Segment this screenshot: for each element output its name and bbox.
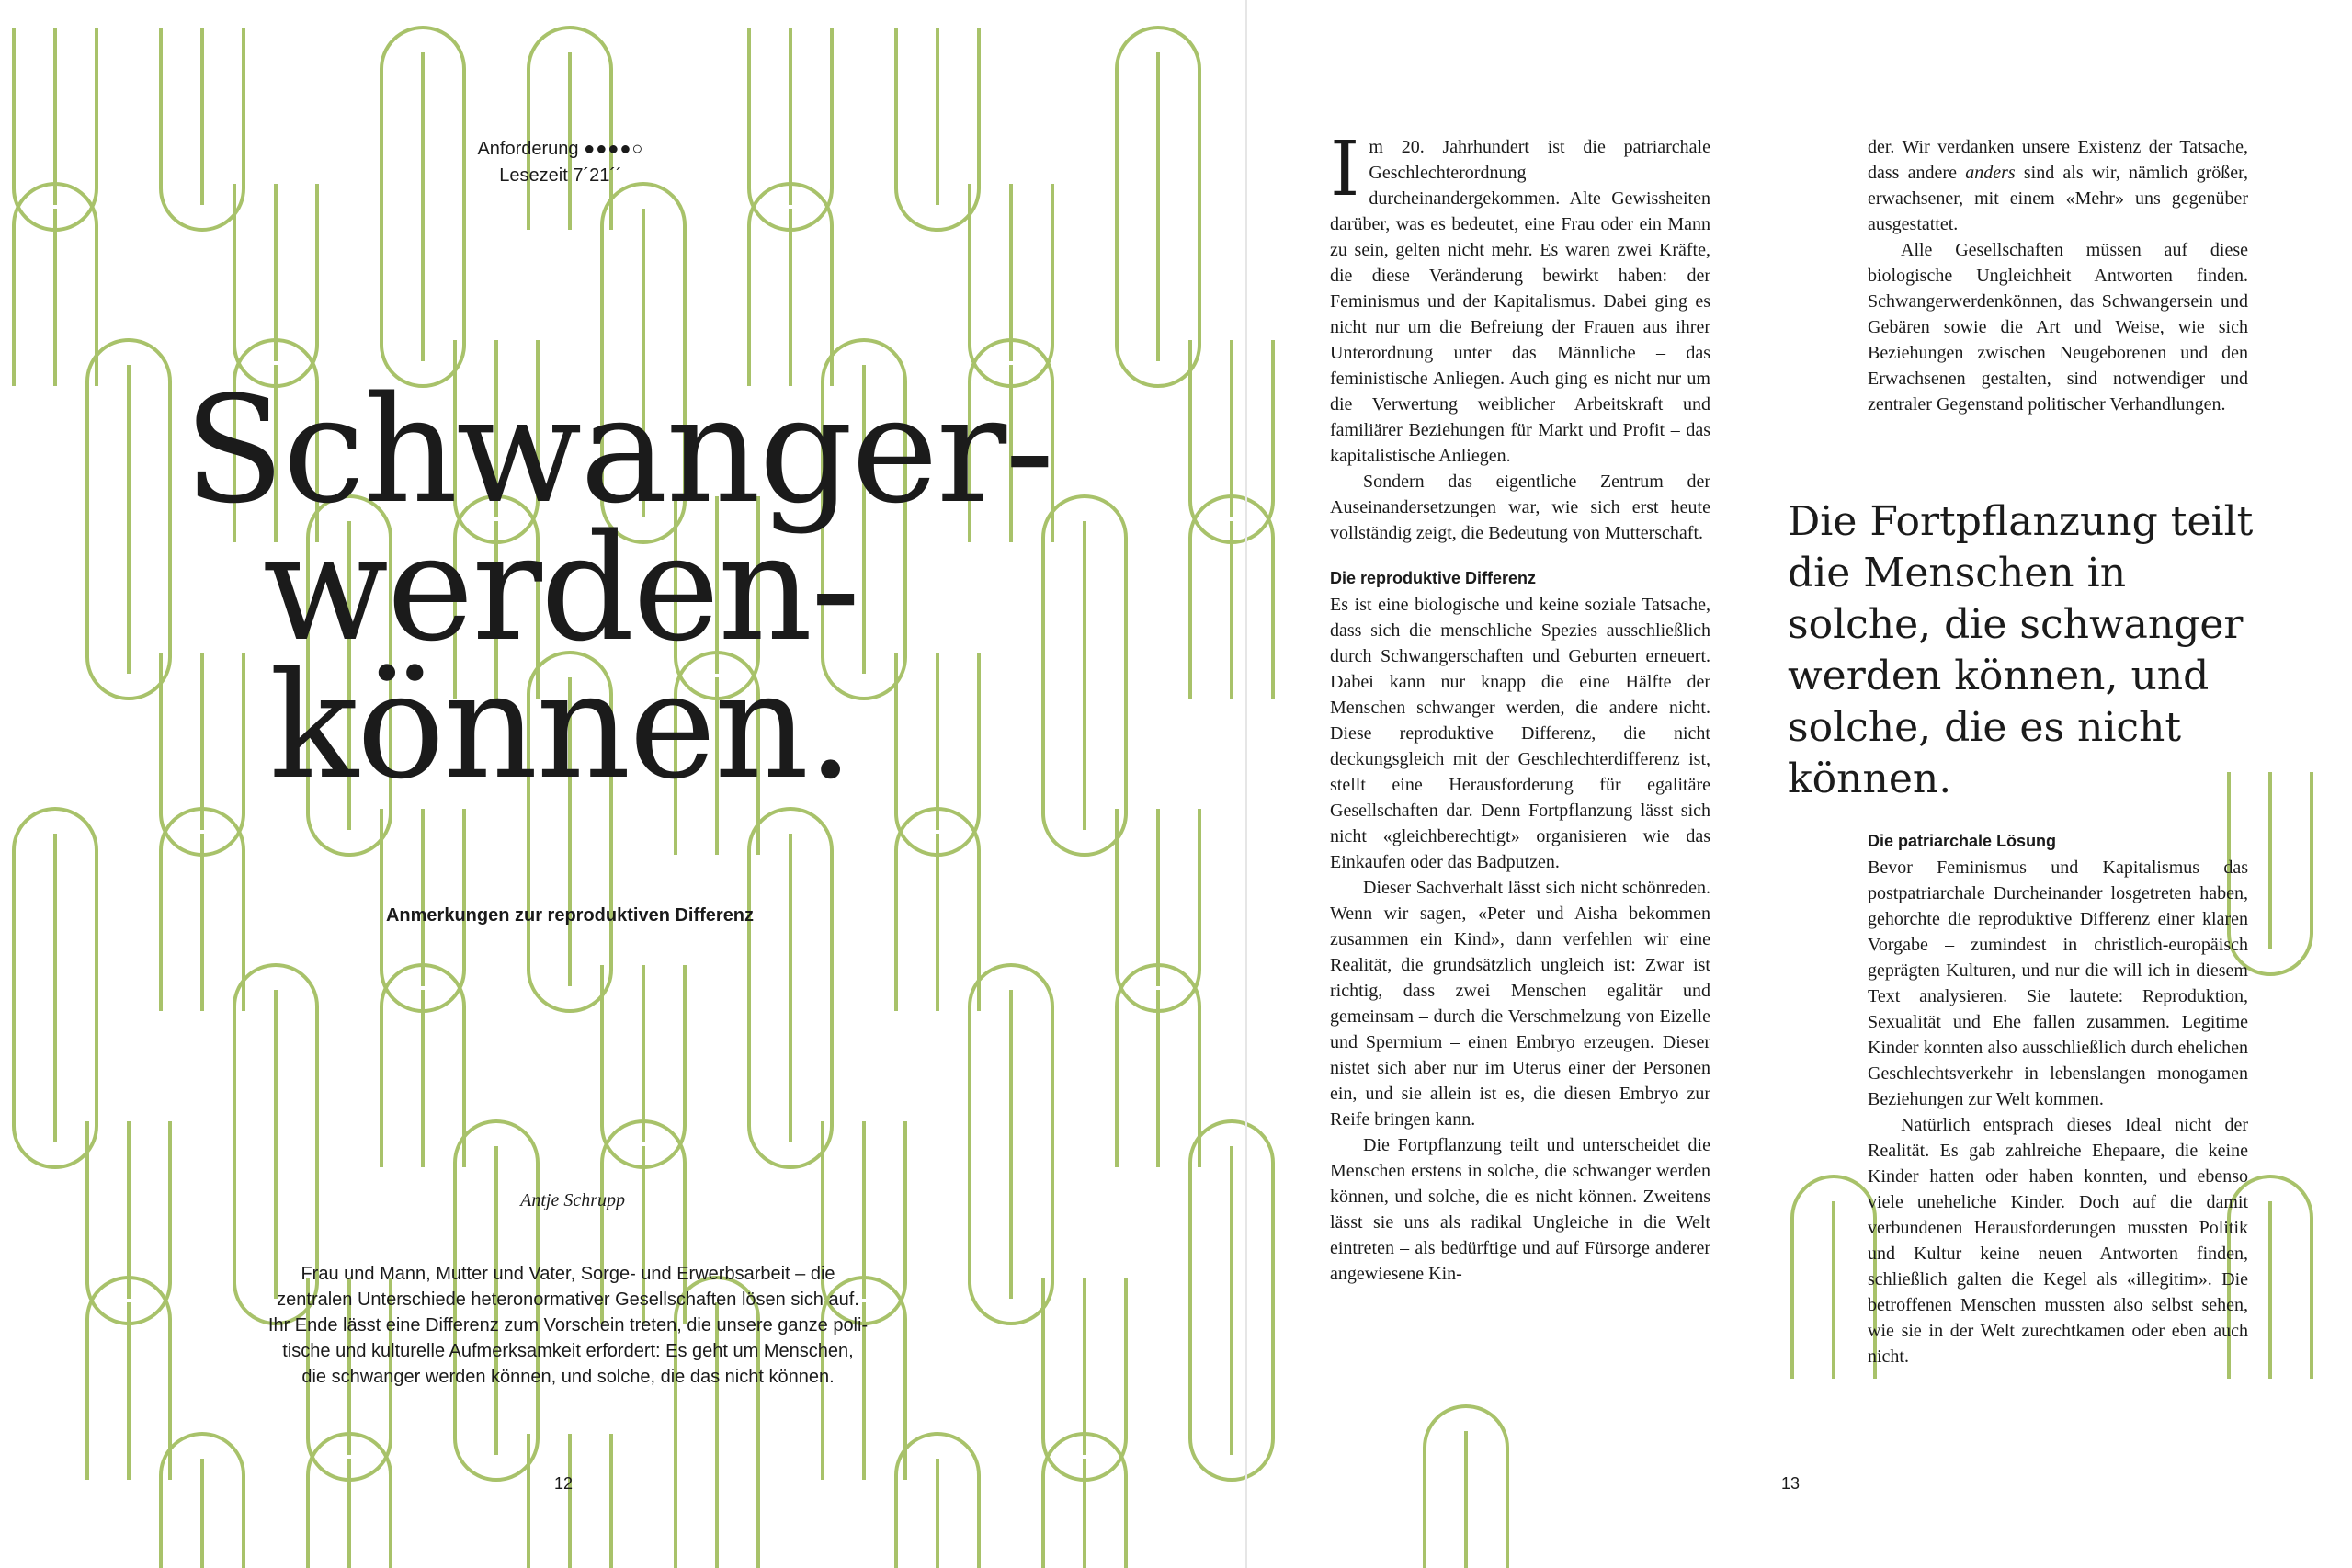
leaf-shape: [308, 1434, 391, 1568]
body-paragraph: Natürlich entsprach dieses Ideal nicht der Realität. Es gab zahlreiche Ehepaare, die keine Kinder hatten oder haben konnten, und ebenso viele uneheliche Kinder. Doch auf die damit verbundenen Herausforderungen mussten Politik und Kultur keine neuen Antworten finden, schließlich galten die Kegel als «illegitim». Die betroffenen Menschen mussten also selbst sehen, wie sie in der Welt zurechtkamen oder eben auch nicht.: [1868, 1115, 2248, 1367]
leaf-shape: [234, 184, 317, 386]
leaf-shape: [528, 1434, 611, 1568]
leaf-shape: [896, 28, 979, 230]
leaf-shape: [87, 1121, 170, 1324]
page-number-right: 13: [1781, 1474, 1801, 1493]
page-gutter: [1245, 0, 1247, 1568]
leaf-shape: [87, 340, 170, 542]
leaf-shape: [896, 1434, 979, 1568]
lead-line: tische und kulturelle Aufmerksamkeit erfordert: Es geht um Menschen,: [282, 1341, 854, 1361]
leaf-shape: [1117, 965, 1199, 1167]
text-column-2-lower: [1868, 829, 2248, 1369]
text-column-1: [1330, 126, 1710, 1287]
requirement-label: Anforderung: [477, 139, 579, 159]
leaf-shape: [602, 184, 685, 386]
leaf-shape: [381, 28, 464, 230]
leaf-shape: [161, 28, 244, 230]
leaf-shape: [970, 1121, 1052, 1324]
body-paragraph: m 20. Jahrhundert ist die patriarchale Geschlechterordnung durcheinandergekommen. Alte Gewissheiten darüber, was es bedeutet, eine Frau oder ein Mann zu sein, gelten nicht mehr. Es waren zwei Kräfte, die diese Veränderung bewirkt haben: der Feminismus und der Kapitalismus. Dabei ging es nicht nur um die Befreiung der Frauen aus ihrer Unterordnung unter das Männliche – das feministische Anliegen. Auch ging es nicht nur um die Verwertung weiblicher Arbeitskraft und familiärer Beziehungen für Markt und Profit – das kapitalistische Anliegen.: [1330, 137, 1710, 466]
text-run: sind als wir, nämlich größer, erwachsener, mit einem «Mehr» uns gegenüber ausgestattet.: [1868, 163, 2248, 234]
text-run: der. Wir verdanken unsere Existenz der Tatsache, dass andere: [1868, 137, 2248, 183]
lead-paragraph: [256, 1261, 881, 1390]
text-column-2: [1868, 134, 2248, 417]
leaf-shape: [970, 184, 1052, 386]
body-paragraph: Sondern das eigentliche Zentrum der Auseinandersetzungen war, wie sich erst heute vollständig zeigt, die Bedeutung von Mutterschaft.: [1330, 472, 1710, 543]
lead-line: Frau und Mann, Mutter und Vater, Sorge- und Erwerbsarbeit – die: [301, 1264, 835, 1284]
body-paragraph: Die Fortpflanzung teilt und unterscheidet die Menschen erstens in solche, die schwanger werden können, und solche, die es nicht können. Zweitens lässt sie uns als radikal Ungleiche in die Welt eintreten – als bedürftige und auf Fürsorge anderer angewiesene Kin-: [1330, 1135, 1710, 1284]
leaf-shape: [1043, 1434, 1126, 1568]
leaf-shape: [161, 809, 244, 1011]
section-heading: Die patriarchale Lösung: [1868, 832, 2057, 850]
leaf-shape: [14, 809, 97, 1011]
leaf-shape: [749, 28, 832, 230]
leaf-shape: [676, 1434, 758, 1568]
reading-meta: [460, 136, 662, 189]
leaf-shape: [970, 965, 1052, 1167]
leaf-shape: [1190, 496, 1273, 699]
difficulty-dots: ●●●●○: [584, 139, 644, 159]
leaf-shape: [234, 965, 317, 1167]
title-line-1: Schwanger-: [184, 364, 1053, 536]
leaf-shape: [1792, 1176, 1875, 1379]
leaf-shape: [1425, 1406, 1507, 1568]
leaf-shape: [14, 28, 97, 230]
title-line-3: können.: [269, 640, 852, 812]
drop-cap: I: [1330, 126, 1360, 213]
body-paragraph: Dieser Sachverhalt lässt sich nicht schönreden. Wenn wir sagen, «Peter und Aisha bekommen zusammen ein Kind», dann verfehlen wir eine Realität, die grundsätzlich ungleich ist: Zwar ist richtig, dass zwei Menschen egalitär und gemeinsam – durch die Verschmelzung von Eizelle und Spermium – einen Embryo erzeugen. Dieser nistet sich aber nur im Uterus einer der Personen ein, und sie allein ist es, die diesen Embryo zur Reife bringen kann.: [1330, 878, 1710, 1130]
page-number-left: 12: [554, 1474, 574, 1493]
leaf-shape: [1117, 809, 1199, 1011]
lead-line: zentralen Unterschiede heteronormativer Gesellschaften lösen sich auf.: [277, 1290, 859, 1310]
leaf-shape: [896, 809, 979, 1011]
leaf-shape: [528, 28, 611, 230]
leaf-shape: [87, 496, 170, 699]
section-heading: Die reproduktive Differenz: [1330, 569, 1537, 587]
article-subtitle: Anmerkungen zur reproduktiven Differenz: [385, 905, 755, 926]
leaf-shape: [1117, 28, 1199, 230]
leaf-shape: [87, 1278, 170, 1480]
body-paragraph: Alle Gesellschaften müssen auf diese biologische Ungleichheit Antworten finden. Schwangerwerdenkönnen, das Schwangersein und Gebären sowie die Art und Weise, wie sich Beziehungen zwischen Neugeborenen und den Erwachsenen gestalten, sind notwendiger und zentraler Gegenstand politischer Verhandlungen.: [1868, 240, 2248, 415]
leaf-shape: [602, 965, 685, 1167]
article-title: [184, 364, 1053, 812]
body-paragraph: [1868, 134, 2248, 237]
lead-line: die schwanger werden können, und solche, die das nicht können.: [301, 1367, 835, 1387]
leaf-shape: [14, 184, 97, 386]
leaf-shape: [1190, 1278, 1273, 1480]
leaf-shape: [1117, 184, 1199, 386]
leaf-shape: [161, 1434, 244, 1568]
leaf-shape: [381, 184, 464, 386]
requirement-line: [460, 136, 662, 163]
leaf-shape: [749, 965, 832, 1167]
leaf-shape: [1190, 1121, 1273, 1324]
emphasis: anders: [1965, 163, 2016, 183]
lead-line: Ihr Ende lässt eine Differenz zum Vorschein treten, die unsere ganze poli-: [267, 1315, 869, 1335]
body-paragraph: Es ist eine biologische und keine soziale Tatsache, dass sich die menschliche Spezies ausschließlich durch Schwangerschaften und Geburten erneuert. Dabei kann nur knapp die eine Hälfte der Menschen schwanger werden, die andere nicht. Diese reproduktive Differenz, die nicht deckungsgleich mit der Geschlechterdifferenz ist, stellt eine Herausforderung für egalitäre Gesellschaften dar. Denn Fortpflanzung lässt sich nicht «gleichberechtigt» organisieren wie das Einkaufen oder das Badputzen.: [1330, 595, 1710, 872]
body-paragraph: Bevor Feminismus und Kapitalismus das postpatriarchale Durcheinander losgetreten haben, gehorchte die reproduktive Differenz einer klaren Vorgabe – zumindest in christlich-europäisch geprägten Kulturen, und nur die will ich in diesem Text analysieren. Sie lautete: Reproduktion, Sexualität und Ehe fallen zusammen. Legitime Kinder konnten also ausschließlich durch ehelichen Geschlechtsverkehr in lebenslangen monogamen Beziehungen zur Welt kommen.: [1868, 858, 2248, 1109]
leaf-shape: [1043, 496, 1126, 699]
leaf-shape: [1190, 340, 1273, 542]
title-line-2: werden-: [262, 502, 859, 674]
leaf-shape: [749, 184, 832, 386]
pull-quote: Die Fortpflanzung teilt die Menschen in solche, die schwanger werden können, und solche, die es nicht können.: [1788, 498, 2254, 802]
leaf-shape: [1043, 1278, 1126, 1480]
reading-time: Lesezeit 7´21´´: [499, 165, 622, 186]
leaf-shape: [381, 965, 464, 1167]
leaf-shape: [1043, 653, 1126, 855]
author-name: Antje Schrupp: [520, 1190, 625, 1210]
leaf-shape: [14, 965, 97, 1167]
